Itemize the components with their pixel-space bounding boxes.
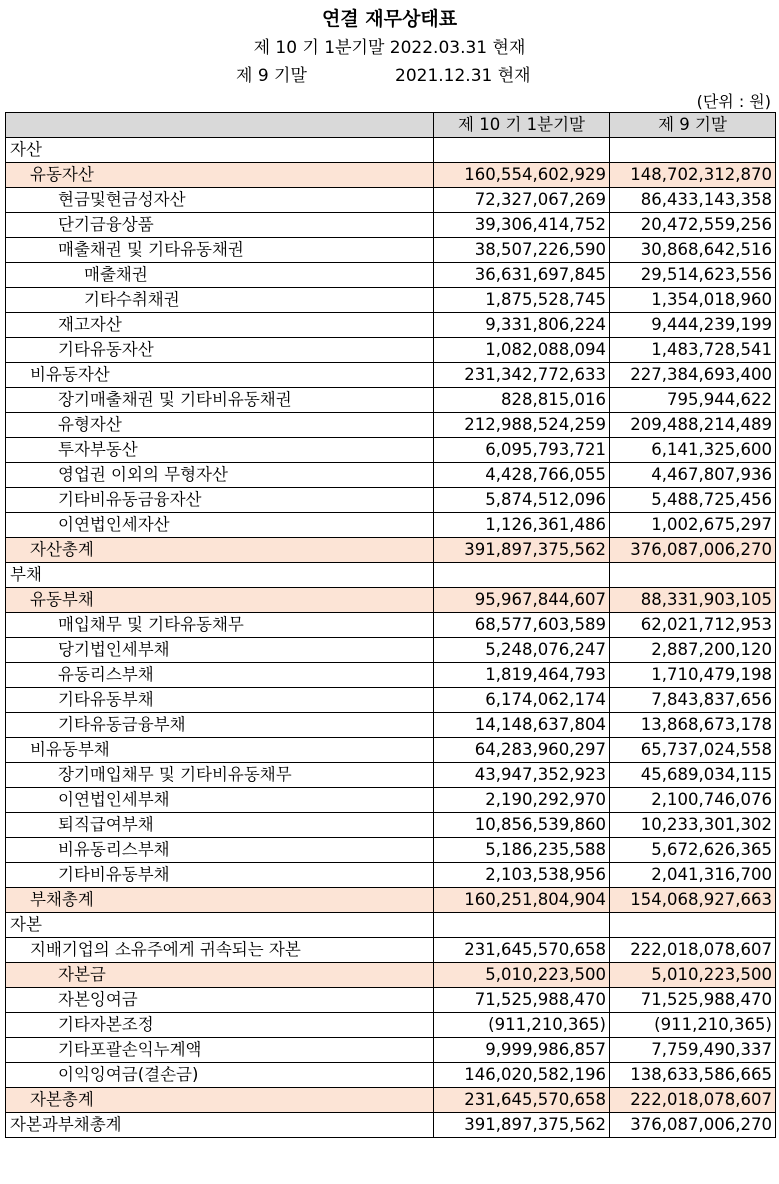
- current-period-value: [434, 913, 610, 938]
- account-label: 자산: [6, 138, 434, 163]
- prior-period-value: 6,141,325,600: [610, 438, 776, 463]
- current-period-value: 6,095,793,721: [434, 438, 610, 463]
- prior-period-value: [610, 138, 776, 163]
- prior-period-value: 209,488,214,489: [610, 413, 776, 438]
- current-period-value: 1,819,464,793: [434, 663, 610, 688]
- prior-period-value: 5,010,223,500: [610, 963, 776, 988]
- current-period-value: 160,251,804,904: [434, 888, 610, 913]
- current-period-value: [434, 138, 610, 163]
- account-label: 당기법인세부채: [6, 638, 434, 663]
- table-row: [6, 1038, 776, 1063]
- current-period-value: 2,103,538,956: [434, 863, 610, 888]
- account-label: 매출채권: [6, 263, 434, 288]
- table-row: [6, 413, 776, 438]
- table-row: [6, 138, 776, 163]
- account-label: 자본금: [6, 963, 434, 988]
- prior-period-value: 30,868,642,516: [610, 238, 776, 263]
- current-period-value: 160,554,602,929: [434, 163, 610, 188]
- prior-period-date: 2021.12.31 현재: [395, 66, 531, 86]
- current-period-value: 39,306,414,752: [434, 213, 610, 238]
- prior-period-value: 29,514,623,556: [610, 263, 776, 288]
- account-label: 비유동부채: [6, 738, 434, 763]
- current-period-value: 9,999,986,857: [434, 1038, 610, 1063]
- account-label: 비유동자산: [6, 363, 434, 388]
- account-label: 기타유동자산: [6, 338, 434, 363]
- account-label: 기타비유동금융자산: [6, 488, 434, 513]
- table-row: [6, 938, 776, 963]
- account-label: 자본: [6, 913, 434, 938]
- table-row: [6, 713, 776, 738]
- table-row: [6, 388, 776, 413]
- table-row: [6, 313, 776, 338]
- current-period-value: 1,126,361,486: [434, 513, 610, 538]
- current-period-value: 231,342,772,633: [434, 363, 610, 388]
- account-label: 이연법인세자산: [6, 513, 434, 538]
- account-label: 자본총계: [6, 1088, 434, 1113]
- account-label: 장기매입채무 및 기타비유동채무: [6, 763, 434, 788]
- current-period-value: 1,875,528,745: [434, 288, 610, 313]
- account-label: 투자부동산: [6, 438, 434, 463]
- prior-period-value: [610, 913, 776, 938]
- table-row: [6, 438, 776, 463]
- current-period-value: 38,507,226,590: [434, 238, 610, 263]
- prior-period-value: 222,018,078,607: [610, 1088, 776, 1113]
- table-row: [6, 363, 776, 388]
- table-row: [6, 738, 776, 763]
- table-row: [6, 813, 776, 838]
- account-label: 이연법인세부채: [6, 788, 434, 813]
- table-row: [6, 763, 776, 788]
- prior-period-value: 376,087,006,270: [610, 1113, 776, 1138]
- prior-period-label: 제 9 기말: [236, 66, 307, 86]
- header-current-period: 제 10 기 1분기말: [434, 113, 610, 138]
- current-period-value: 212,988,524,259: [434, 413, 610, 438]
- prior-period-value: 13,868,673,178: [610, 713, 776, 738]
- account-label: 단기금융상품: [6, 213, 434, 238]
- prior-period-value: 65,737,024,558: [610, 738, 776, 763]
- prior-period-value: 45,689,034,115: [610, 763, 776, 788]
- current-period-value: 10,856,539,860: [434, 813, 610, 838]
- prior-period-value: 376,087,006,270: [610, 538, 776, 563]
- account-label: 자산총계: [6, 538, 434, 563]
- current-period-value: [434, 563, 610, 588]
- prior-period-value: 1,710,479,198: [610, 663, 776, 688]
- account-label: 재고자산: [6, 313, 434, 338]
- table-row: [6, 238, 776, 263]
- account-label: 매출채권 및 기타유동채권: [6, 238, 434, 263]
- prior-period-value: 154,068,927,663: [610, 888, 776, 913]
- table-row: [6, 263, 776, 288]
- prior-period-value: (911,210,365): [610, 1013, 776, 1038]
- header-prior-period: 제 9 기말: [610, 113, 776, 138]
- current-period-value: 231,645,570,658: [434, 938, 610, 963]
- current-period-value: 231,645,570,658: [434, 1088, 610, 1113]
- table-row: [6, 188, 776, 213]
- prior-period-value: 7,759,490,337: [610, 1038, 776, 1063]
- current-period-value: 72,327,067,269: [434, 188, 610, 213]
- current-period-value: (911,210,365): [434, 1013, 610, 1038]
- prior-period-value: 795,944,622: [610, 388, 776, 413]
- account-label: 기타유동부채: [6, 688, 434, 713]
- prior-period-value: 20,472,559,256: [610, 213, 776, 238]
- table-row: [6, 213, 776, 238]
- table-row: [6, 963, 776, 988]
- current-period-value: 9,331,806,224: [434, 313, 610, 338]
- account-label: 퇴직급여부채: [6, 813, 434, 838]
- prior-period-value: 88,331,903,105: [610, 588, 776, 613]
- prior-period-value: 71,525,988,470: [610, 988, 776, 1013]
- prior-period-value: 10,233,301,302: [610, 813, 776, 838]
- balance-sheet-table: [5, 112, 776, 1138]
- table-row: [6, 1013, 776, 1038]
- account-label: 이익잉여금(결손금): [6, 1063, 434, 1088]
- table-row: [6, 1063, 776, 1088]
- statement-title: 연결 재무상태표: [321, 8, 458, 30]
- account-label: 부채: [6, 563, 434, 588]
- table-row: [6, 663, 776, 688]
- header-account: [6, 113, 434, 138]
- prior-period-value: 5,672,626,365: [610, 838, 776, 863]
- account-label: 기타자본조정: [6, 1013, 434, 1038]
- table-row: [6, 1113, 776, 1138]
- account-label: 매입채무 및 기타유동채무: [6, 613, 434, 638]
- table-row: [6, 688, 776, 713]
- current-period: 제 10 기 1분기말 2022.03.31 현재: [253, 38, 526, 58]
- table-header-row: [6, 113, 776, 138]
- account-label: 장기매출채권 및 기타비유동채권: [6, 388, 434, 413]
- table-row: [6, 513, 776, 538]
- table-row: [6, 638, 776, 663]
- table-row: [6, 538, 776, 563]
- account-label: 자본잉여금: [6, 988, 434, 1013]
- current-period-value: 828,815,016: [434, 388, 610, 413]
- table-row: [6, 863, 776, 888]
- prior-period-value: 138,633,586,665: [610, 1063, 776, 1088]
- prior-period-value: 227,384,693,400: [610, 363, 776, 388]
- table-row: [6, 338, 776, 363]
- table-row: [6, 563, 776, 588]
- table-row: [6, 888, 776, 913]
- prior-period-value: 5,488,725,456: [610, 488, 776, 513]
- table-row: [6, 588, 776, 613]
- table-row: [6, 988, 776, 1013]
- table-row: [6, 838, 776, 863]
- prior-period-value: 62,021,712,953: [610, 613, 776, 638]
- table-body: [6, 138, 776, 1138]
- unit-label: (단위 : 원): [696, 92, 771, 111]
- current-period-value: 64,283,960,297: [434, 738, 610, 763]
- current-period-value: 2,190,292,970: [434, 788, 610, 813]
- account-label: 자본과부채총계: [6, 1113, 434, 1138]
- current-period-value: 4,428,766,055: [434, 463, 610, 488]
- prior-period-value: 1,483,728,541: [610, 338, 776, 363]
- account-label: 기타수취채권: [6, 288, 434, 313]
- prior-period-value: 2,887,200,120: [610, 638, 776, 663]
- account-label: 비유동리스부채: [6, 838, 434, 863]
- current-period-value: 391,897,375,562: [434, 538, 610, 563]
- account-label: 영업권 이외의 무형자산: [6, 463, 434, 488]
- prior-period-value: 148,702,312,870: [610, 163, 776, 188]
- account-label: 부채총계: [6, 888, 434, 913]
- current-period-value: 1,082,088,094: [434, 338, 610, 363]
- current-period-value: 6,174,062,174: [434, 688, 610, 713]
- account-label: 유동부채: [6, 588, 434, 613]
- current-period-value: 14,148,637,804: [434, 713, 610, 738]
- table-row: [6, 788, 776, 813]
- account-label: 유형자산: [6, 413, 434, 438]
- prior-period-value: 86,433,143,358: [610, 188, 776, 213]
- prior-period-value: 1,354,018,960: [610, 288, 776, 313]
- account-label: 기타비유동부채: [6, 863, 434, 888]
- account-label: 유동리스부채: [6, 663, 434, 688]
- current-period-value: 5,874,512,096: [434, 488, 610, 513]
- current-period-value: 391,897,375,562: [434, 1113, 610, 1138]
- current-period-value: 95,967,844,607: [434, 588, 610, 613]
- prior-period-value: 9,444,239,199: [610, 313, 776, 338]
- current-period-value: 71,525,988,470: [434, 988, 610, 1013]
- table-row: [6, 163, 776, 188]
- account-label: 지배기업의 소유주에게 귀속되는 자본: [6, 938, 434, 963]
- prior-period-value: 7,843,837,656: [610, 688, 776, 713]
- table-row: [6, 488, 776, 513]
- prior-period-value: 2,041,316,700: [610, 863, 776, 888]
- current-period-value: 146,020,582,196: [434, 1063, 610, 1088]
- table-row: [6, 463, 776, 488]
- current-period-value: 43,947,352,923: [434, 763, 610, 788]
- prior-period-value: 222,018,078,607: [610, 938, 776, 963]
- current-period-value: 36,631,697,845: [434, 263, 610, 288]
- current-period-value: 5,186,235,588: [434, 838, 610, 863]
- table-row: [6, 288, 776, 313]
- table-row: [6, 913, 776, 938]
- current-period-value: 5,248,076,247: [434, 638, 610, 663]
- table-row: [6, 1088, 776, 1113]
- account-label: 현금및현금성자산: [6, 188, 434, 213]
- prior-period-value: 1,002,675,297: [610, 513, 776, 538]
- prior-period-value: 4,467,807,936: [610, 463, 776, 488]
- account-label: 기타포괄손익누계액: [6, 1038, 434, 1063]
- account-label: 유동자산: [6, 163, 434, 188]
- prior-period-value: [610, 563, 776, 588]
- prior-period-value: 2,100,746,076: [610, 788, 776, 813]
- account-label: 기타유동금융부채: [6, 713, 434, 738]
- table-row: [6, 613, 776, 638]
- current-period-value: 5,010,223,500: [434, 963, 610, 988]
- current-period-value: 68,577,603,589: [434, 613, 610, 638]
